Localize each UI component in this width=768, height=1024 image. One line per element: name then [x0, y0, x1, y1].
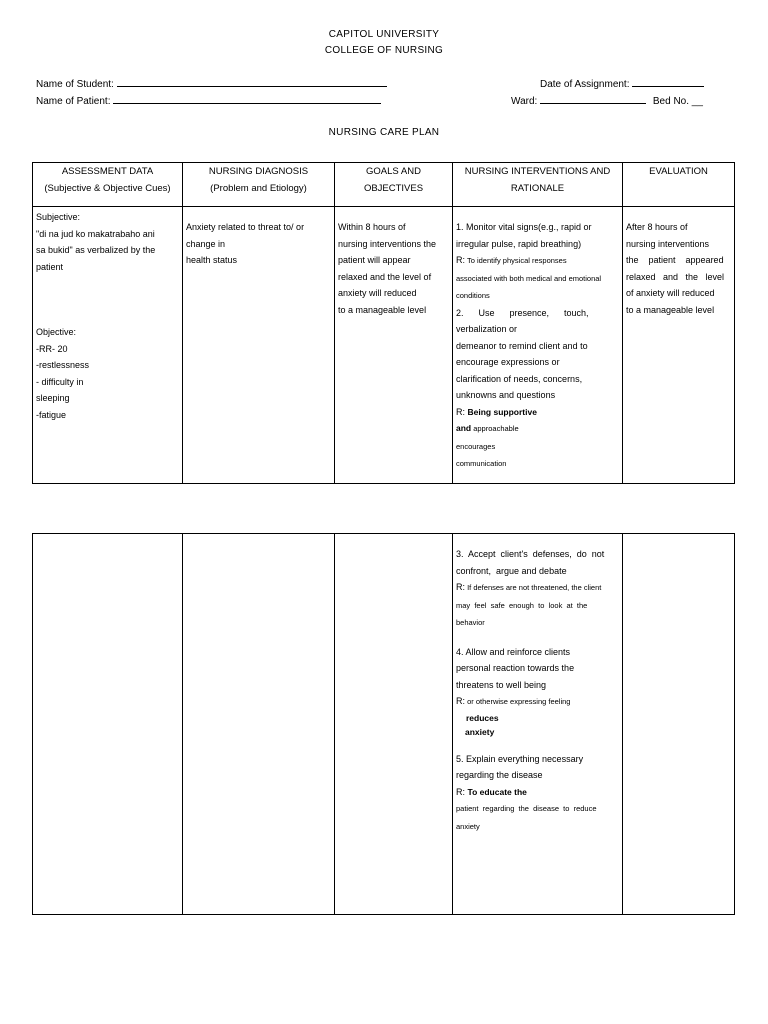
ward-label: Ward:	[511, 96, 538, 107]
diagnosis-cell: Anxiety related to threat to/ or change in health status	[183, 207, 335, 484]
interventions-cell: 3. Accept client's defenses, do not confront, argue and debate R: If defenses are not threatened, the client may feel safe enough to look at the behavior 4. Allow and reinforce clients personal reaction towards the threatens to well being R: or otherwise expressing feeling reduces anxiety 5. Explain everything necessary regarding the disease R: To educate the patient regarding the disease to reduce anxiety	[453, 534, 623, 915]
bed-label: Bed No. __	[652, 96, 703, 107]
date-blank[interactable]	[632, 78, 704, 87]
evaluation-cell	[623, 534, 735, 915]
column-header-goals: GOALS AND OBJECTIVES	[335, 163, 453, 207]
column-header-diagnosis: NURSING DIAGNOSIS (Problem and Etiology)	[183, 163, 335, 207]
diagnosis-cell	[183, 534, 335, 915]
table-row	[33, 534, 735, 915]
college-name: COLLEGE OF NURSING	[324, 45, 444, 56]
ward-field	[511, 95, 703, 107]
column-header-evaluation: EVALUATION	[623, 163, 735, 207]
column-header-assessment: ASSESSMENT DATA (Subjective & Objective Cues)	[33, 163, 183, 207]
date-label: Date of Assignment:	[540, 79, 630, 90]
care-plan-table-1	[32, 162, 735, 484]
date-field	[540, 78, 704, 90]
table-header-row	[33, 163, 735, 207]
evaluation-cell: After 8 hours of nursing interventions the patient appeared relaxed and the level of anxiety will reduced to a manageable level	[623, 207, 735, 484]
patient-name-blank[interactable]	[113, 95, 381, 104]
patient-label: Name of Patient:	[36, 96, 111, 107]
interventions-cell: 1. Monitor vital signs(e.g., rapid or irregular pulse, rapid breathing) R: To identify physical responses associated with both medical and emotional conditions 2. Use presence, touch, verbalization or demeanor to remind client and to encourage expressions or clarification of needs, concerns, unknowns and questions R: Being supportive and approachable encourages communication	[453, 207, 623, 484]
plan-title: NURSING CARE PLAN	[328, 127, 440, 138]
student-name-blank[interactable]	[117, 78, 387, 87]
care-plan-table-2	[32, 533, 735, 915]
goals-cell	[335, 534, 453, 915]
objective-label: Objective:	[36, 327, 77, 337]
assessment-cell: Subjective: "di na jud ko makatrabaho ani sa bukid" as verbalized by the patient Objective: -RR- 20 -restlessness - difficulty in sleeping -fatigue	[33, 207, 183, 484]
goals-cell: Within 8 hours of nursing interventions the patient will appear relaxed and the level of anxiety will reduced to a manageable level	[335, 207, 453, 484]
student-label: Name of Student:	[36, 79, 114, 90]
table-row	[33, 207, 735, 484]
ward-blank[interactable]	[540, 95, 646, 104]
column-header-interventions: NURSING INTERVENTIONS AND RATIONALE	[453, 163, 623, 207]
university-name: CAPITOL UNIVERSITY	[328, 29, 440, 40]
subjective-label: Subjective:	[36, 212, 81, 222]
student-name-field	[36, 78, 387, 90]
patient-name-field	[36, 95, 381, 107]
assessment-cell	[33, 534, 183, 915]
